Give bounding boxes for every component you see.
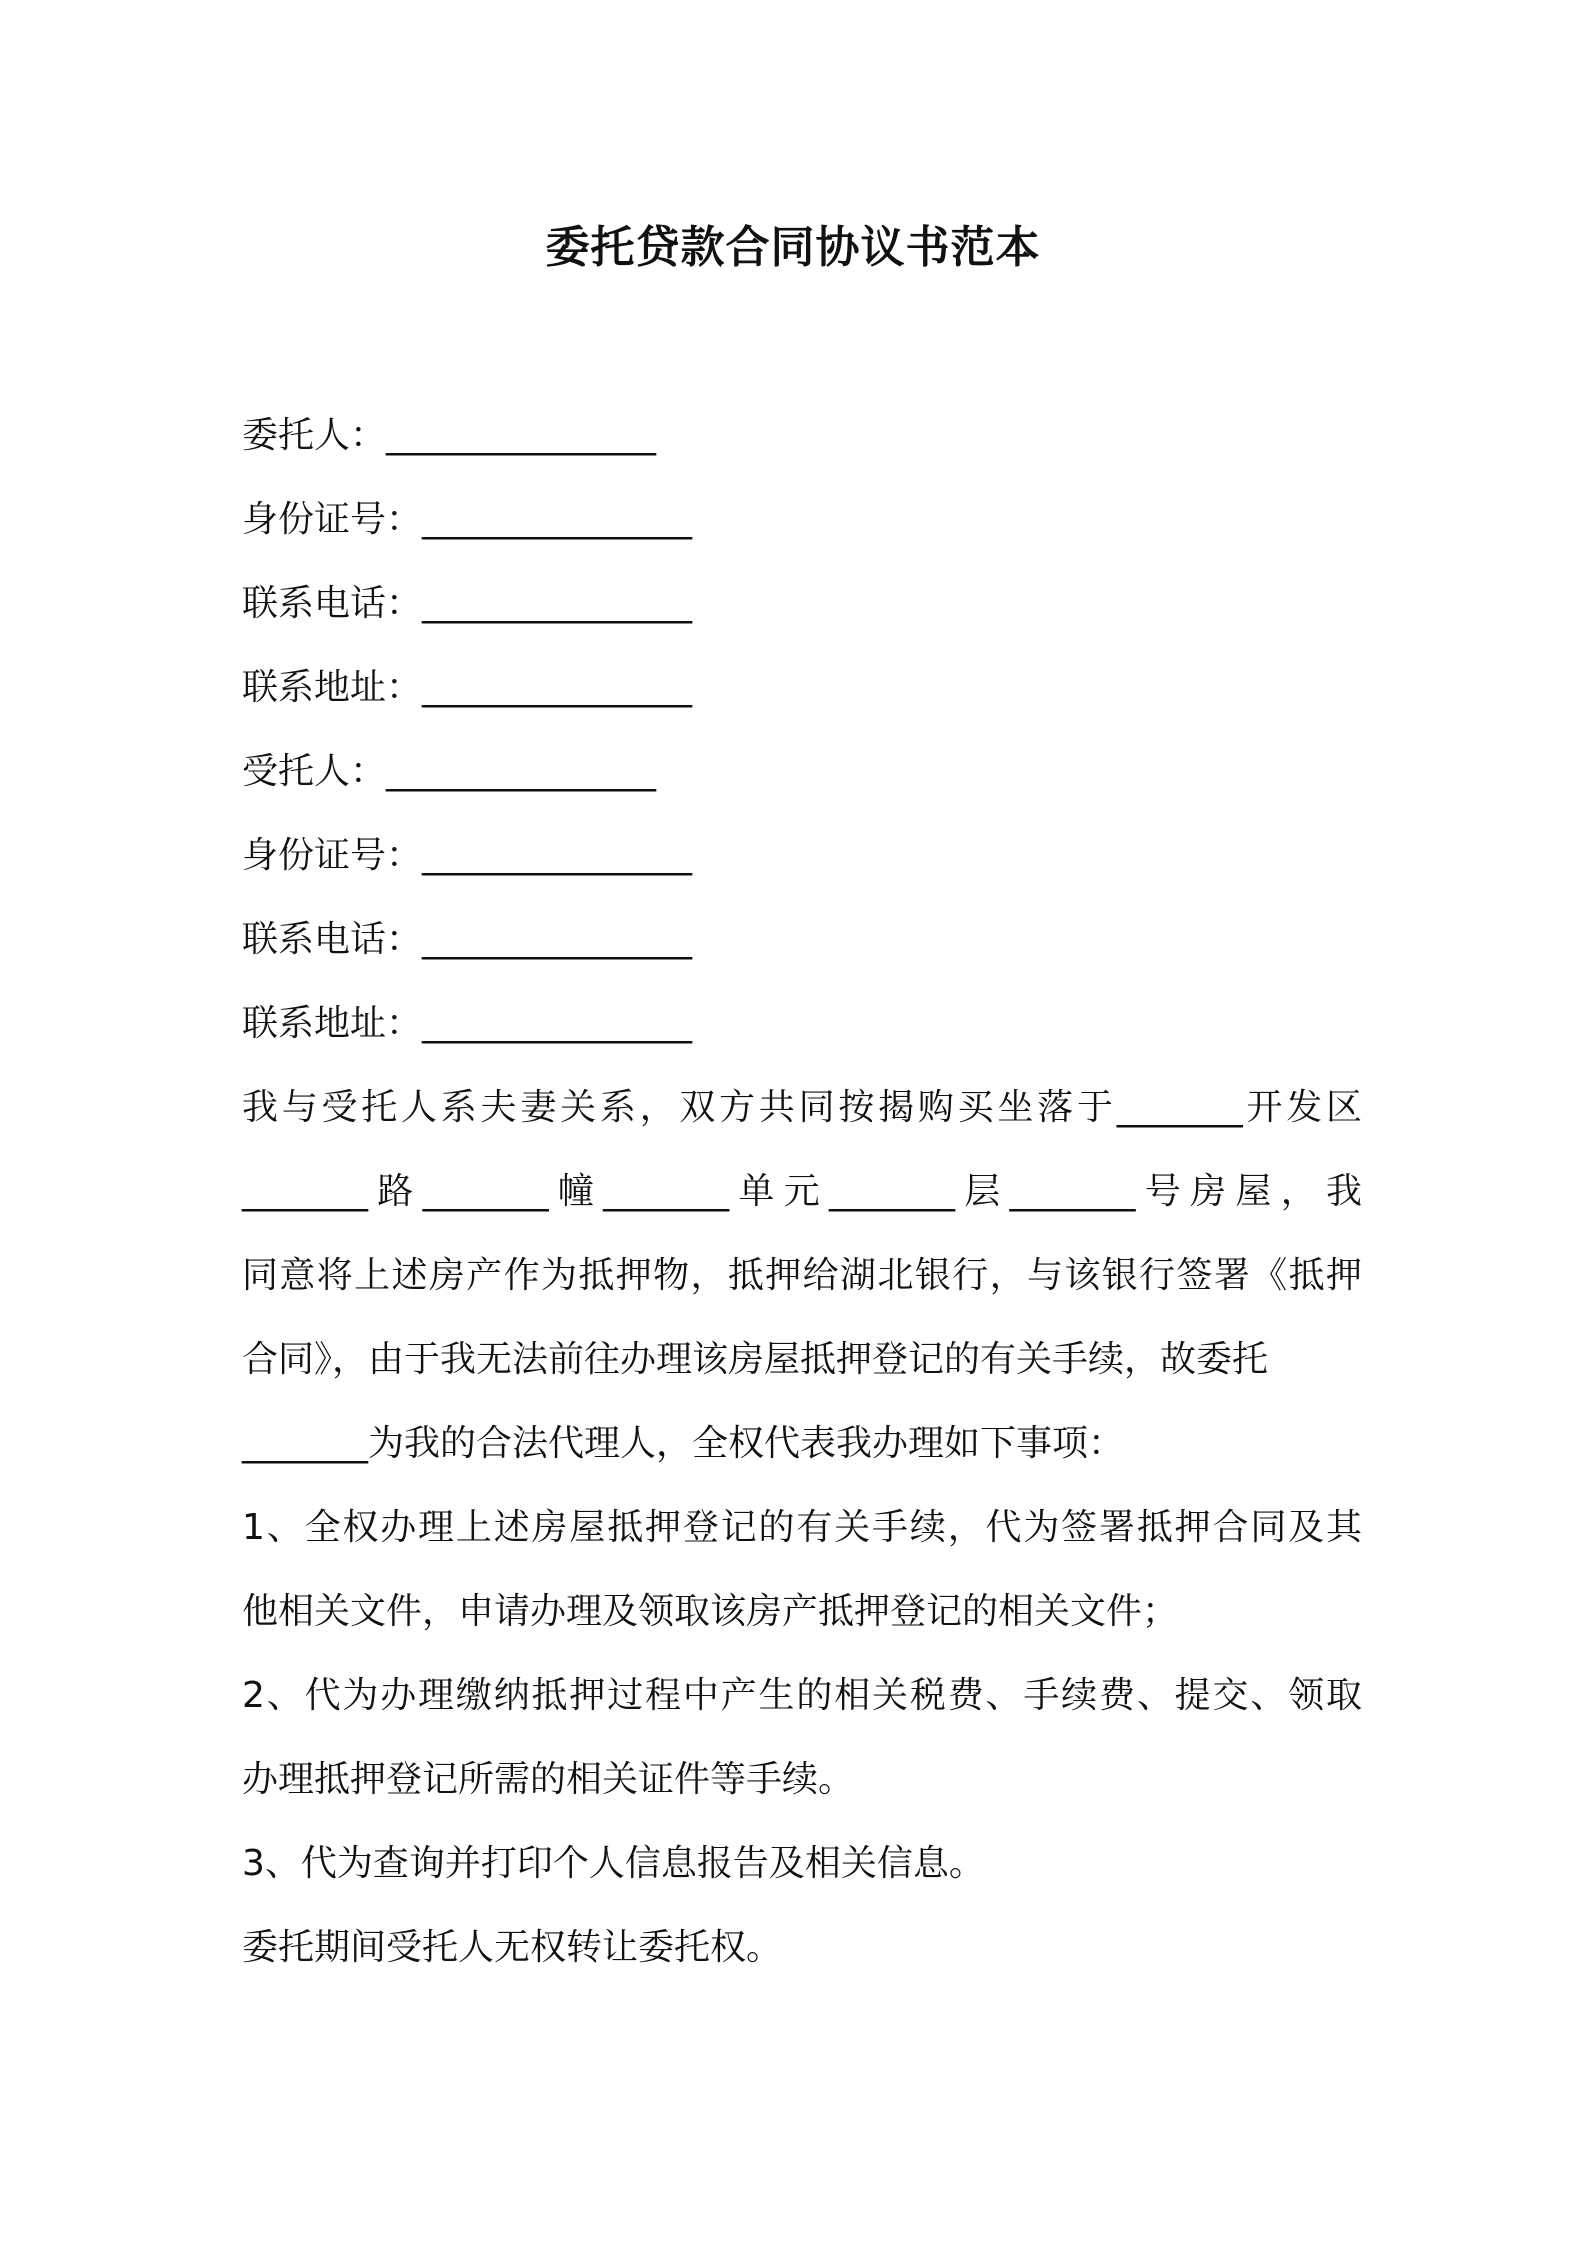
field-blank-agent: _______________	[386, 751, 657, 792]
field-label-principal-phone: 联系电话：	[242, 583, 423, 624]
field-row-principal-id	[242, 490, 1362, 574]
field-row-agent	[242, 742, 1362, 826]
body-line: 同意将上述房产作为抵押物，抵押给湖北银行，与该银行签署《抵押	[242, 1255, 1362, 1296]
field-label-principal-address: 联系地址：	[242, 667, 423, 708]
field-row-principal-phone	[242, 574, 1362, 658]
authorization-body	[242, 1078, 1362, 2002]
body-line: _______路_______幢_______单元_______层_______号房屋，我	[242, 1171, 1362, 1212]
field-blank-agent-phone: _______________	[422, 919, 693, 960]
field-label-principal: 委托人：	[242, 415, 387, 456]
field-blank-principal-address: _______________	[422, 667, 693, 708]
field-blank-principal-id: _______________	[422, 499, 693, 540]
field-label-agent-id: 身份证号：	[242, 835, 423, 876]
field-blank-principal: _______________	[386, 415, 657, 456]
field-blank-agent-address: _______________	[422, 1003, 693, 1044]
field-row-principal-address	[242, 658, 1362, 742]
body-line: 委托期间受托人无权转让委托权。	[242, 1927, 783, 1968]
body-line: 3、代为查询并打印个人信息报告及相关信息。	[242, 1843, 985, 1884]
field-row-agent-address	[242, 994, 1362, 1078]
body-line: _______为我的合法代理人，全权代表我办理如下事项：	[242, 1423, 1125, 1464]
field-row-agent-phone	[242, 910, 1362, 994]
body-line: 办理抵押登记所需的相关证件等手续。	[242, 1759, 855, 1800]
body-line: 2、代为办理缴纳抵押过程中产生的相关税费、手续费、提交、领取	[242, 1675, 1362, 1716]
document-title: 委托贷款合同协议书范本	[545, 222, 1041, 273]
field-row-agent-id	[242, 826, 1362, 910]
field-label-agent-phone: 联系电话：	[242, 919, 423, 960]
body-line: 1、全权办理上述房屋抵押登记的有关手续，代为签署抵押合同及其	[242, 1507, 1362, 1548]
party-fields	[242, 406, 1362, 1078]
body-line: 他相关文件，申请办理及领取该房产抵押登记的相关文件；	[242, 1591, 1179, 1632]
field-blank-agent-id: _______________	[422, 835, 693, 876]
field-label-agent: 受托人：	[242, 751, 387, 792]
body-line: 合同》，由于我无法前往办理该房屋抵押登记的有关手续，故委托	[242, 1339, 1269, 1380]
body-line: 我与受托人系夫妻关系，双方共同按揭购买坐落于_______开发区	[242, 1087, 1362, 1128]
field-row-principal	[242, 406, 1362, 490]
field-label-principal-id: 身份证号：	[242, 499, 423, 540]
field-blank-principal-phone: _______________	[422, 583, 693, 624]
field-label-agent-address: 联系地址：	[242, 1003, 423, 1044]
